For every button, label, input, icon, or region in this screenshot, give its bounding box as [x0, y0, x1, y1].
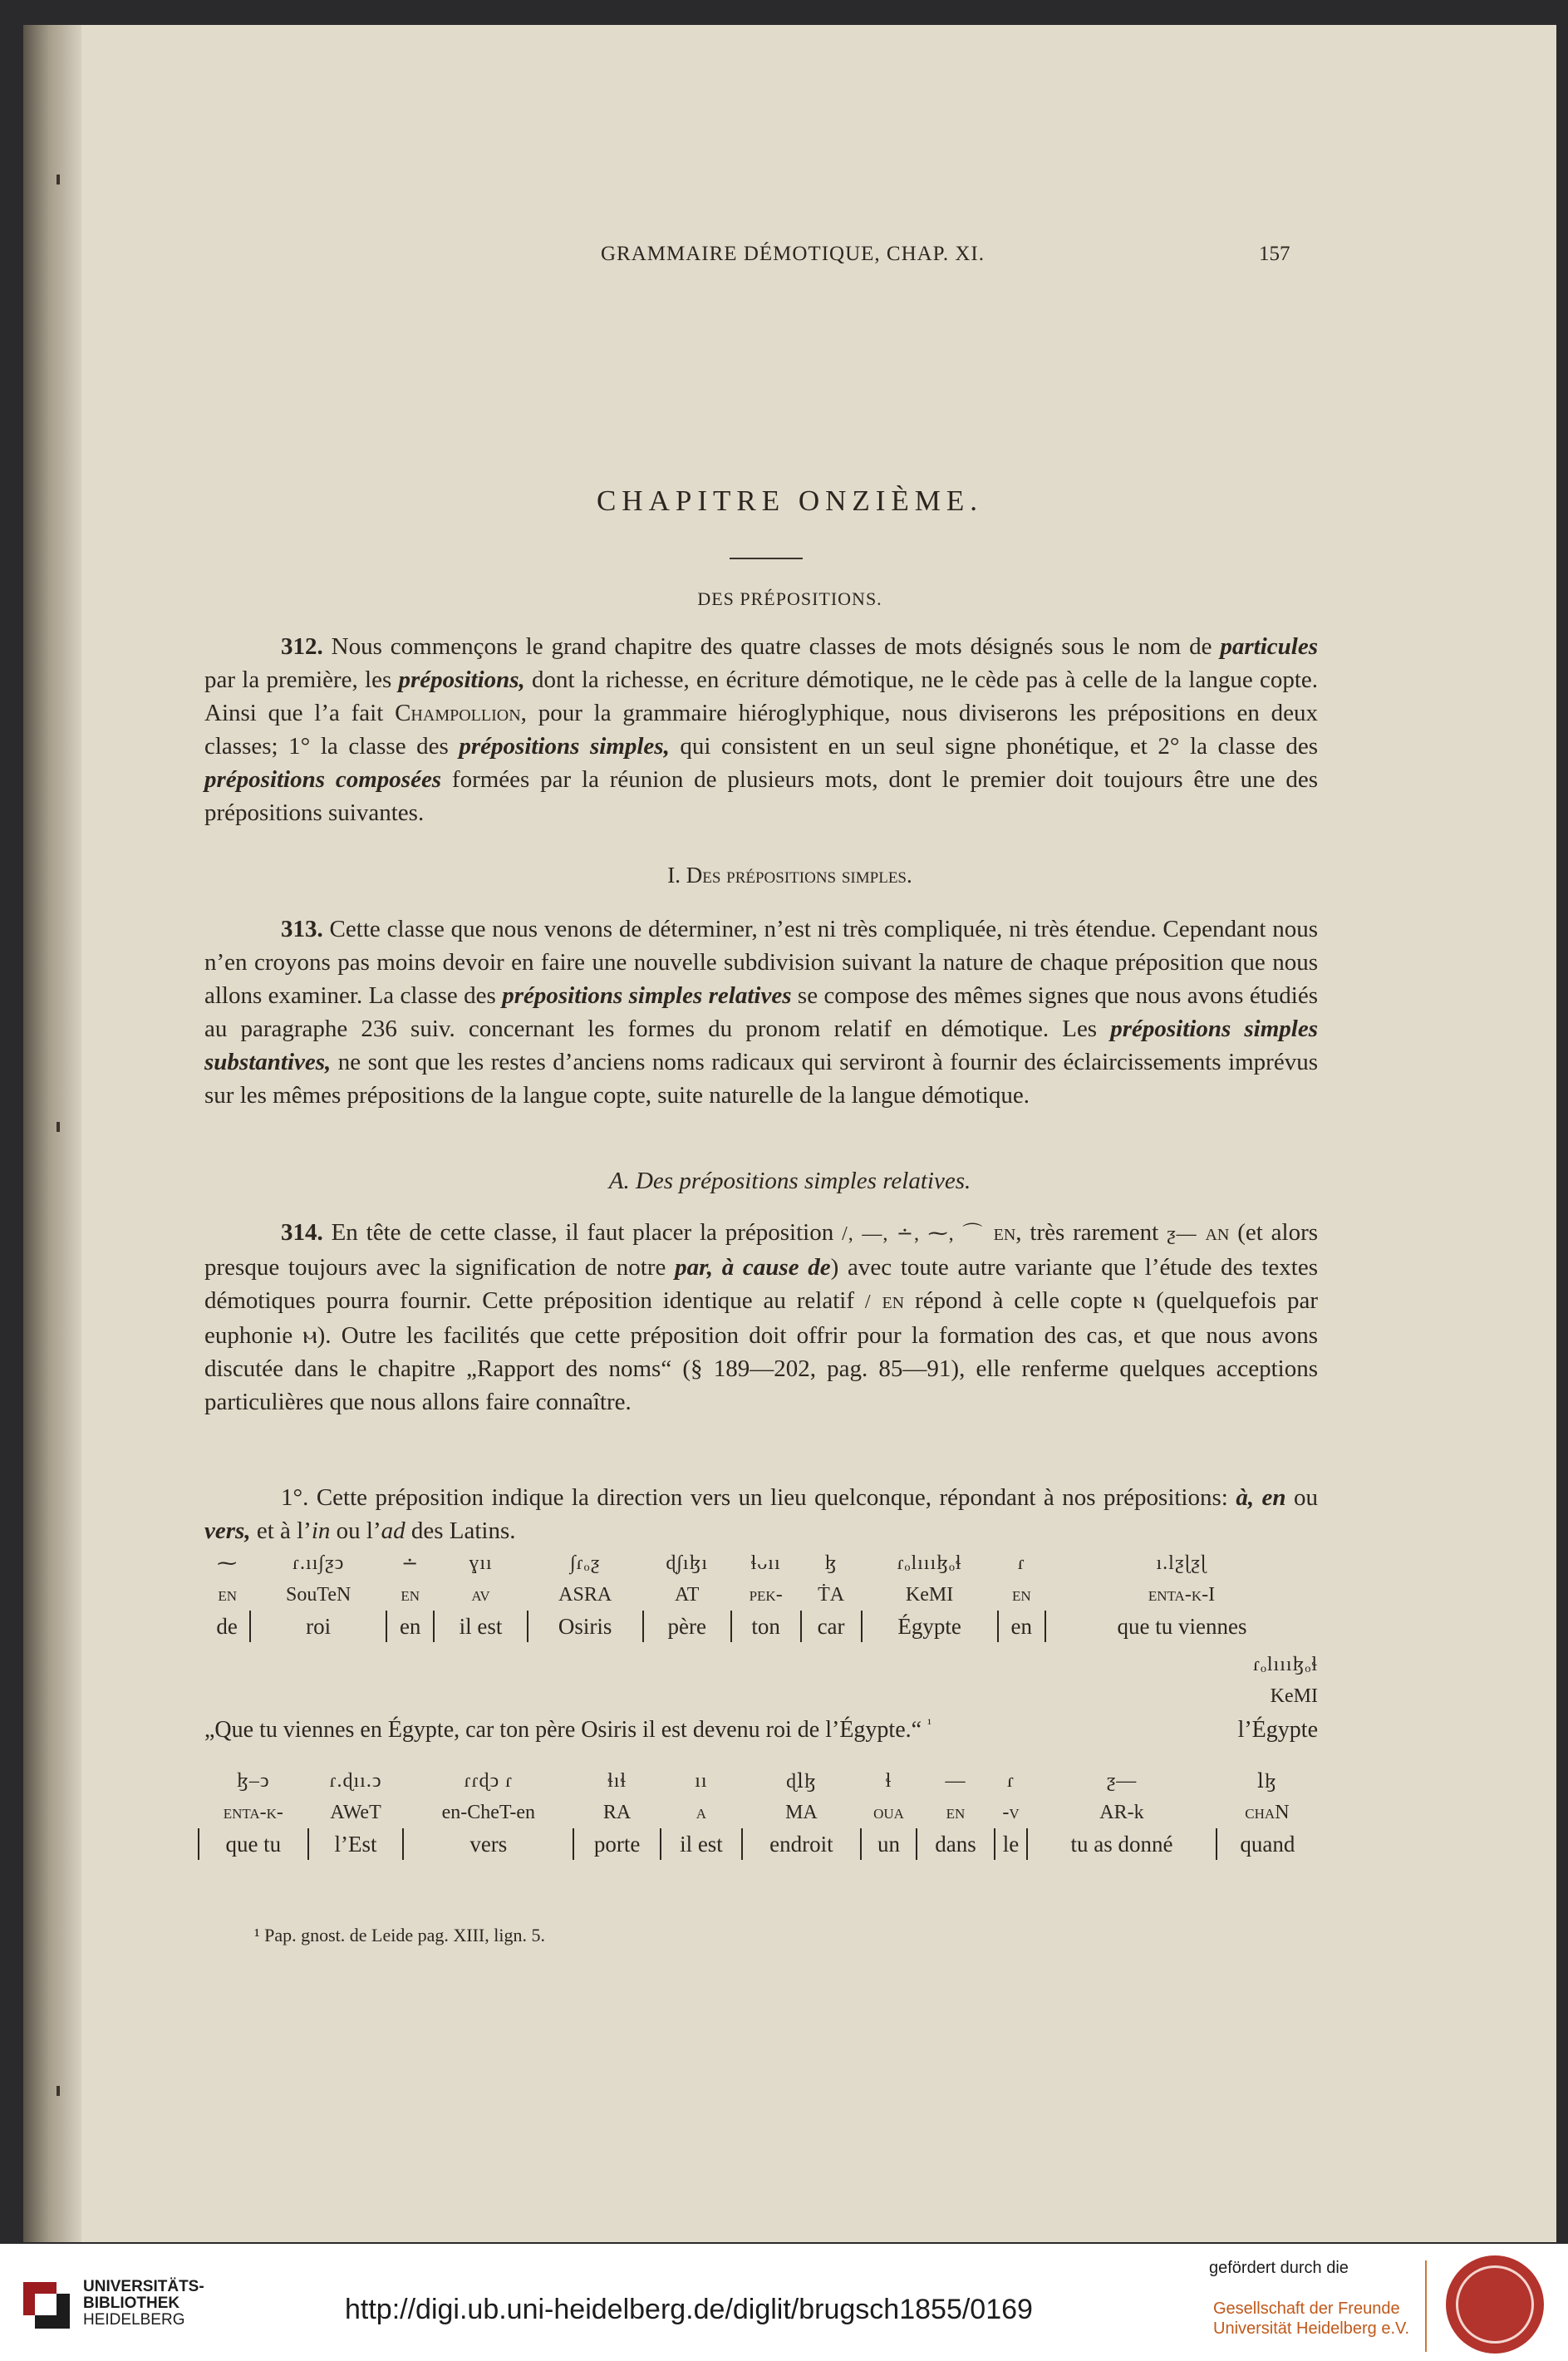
gloss-word: le	[995, 1828, 1027, 1860]
gloss-word: que tu viennes	[1045, 1611, 1318, 1642]
demotic-glyphs: /	[864, 1291, 872, 1313]
transliteration: chaN	[1245, 1801, 1290, 1823]
demotic-glyph: ɣıı	[469, 1552, 493, 1574]
demotic-glyph: ɾ	[1017, 1552, 1025, 1574]
italic-run: prépositions simples,	[459, 733, 670, 760]
gloss-word: porte	[573, 1828, 661, 1860]
text-run: Cette préposition indique la direction vers un lieu quelconque, répondant à nos prépositions:	[308, 1484, 1236, 1511]
demotic-glyph: ∫ɾₒƺ	[570, 1552, 601, 1574]
small-caps-run: en,	[985, 1219, 1022, 1246]
library-name-line: HEIDELBERG	[83, 2311, 185, 2329]
permalink-url[interactable]: http://digi.ub.uni-heidelberg.de/diglit/brugsch1855/0169	[345, 2294, 1033, 2325]
text-run: très rarement	[1021, 1219, 1167, 1246]
transliteration: en	[401, 1583, 420, 1606]
demotic-glyph: ɾ	[1006, 1769, 1015, 1792]
demotic-glyph: ɬᴗıı	[750, 1552, 781, 1574]
text-run: par la première, les	[204, 666, 399, 693]
transliteration: oua	[873, 1801, 904, 1823]
title-rule	[730, 558, 803, 559]
gloss-word: de	[216, 1613, 238, 1639]
demotic-glyph: ɖ∫ıɮı	[666, 1552, 709, 1574]
text-run: (et alors presque toujours avec la signification de notre	[204, 1219, 1319, 1281]
transliteration: MA	[785, 1801, 818, 1823]
transliteration: RA	[602, 1801, 632, 1823]
paragraph-number: 1°.	[281, 1484, 309, 1511]
demotic-glyph: ɾₒlıııɮₒɬ	[897, 1552, 962, 1574]
demotic-glyph: ıı	[695, 1769, 708, 1792]
transliteration: SouTeN	[285, 1583, 351, 1606]
glyph-row	[204, 1547, 1318, 1579]
gloss-word: l’Est	[308, 1828, 404, 1860]
page-gutter	[23, 25, 81, 2242]
demotic-glyph: ⅼɮ	[1257, 1770, 1277, 1793]
demotic-glyph: ɾ.ıı∫ƺↄ	[292, 1552, 345, 1574]
gloss-word: en	[386, 1611, 434, 1642]
transliteration: pek-	[749, 1583, 783, 1606]
transliteration: -v	[1002, 1801, 1020, 1823]
text-run: ) avec toute autre variante que l’étude des textes démotiques pourra fournir. Cette préposition identique au relatif	[204, 1254, 1319, 1314]
demotic-glyph: ∸	[401, 1552, 420, 1575]
transliteration: AWeT	[330, 1801, 381, 1823]
text-run: dont la richesse, en écriture démotique, ne le cède pas à celle de la langue copte. Ainsi que l’a fait	[204, 666, 1318, 726]
gloss-word: quand	[1217, 1828, 1318, 1860]
paragraph-312	[204, 630, 1318, 829]
gloss-word: père	[643, 1611, 731, 1642]
transliteration: enta-k-I	[1148, 1583, 1216, 1606]
transliteration: en	[218, 1583, 237, 1606]
gloss-word: en	[998, 1611, 1045, 1642]
transliteration: en	[946, 1801, 966, 1823]
gloss-word: ton	[731, 1611, 801, 1642]
transliteration: AR-k	[1099, 1801, 1144, 1823]
page-number: 157	[1259, 243, 1290, 265]
text-run: formées par la réunion de plusieurs mots, dont le premier doit toujours être une des prépositions suivantes.	[204, 766, 1318, 826]
demotic-glyph: ƺ—	[1106, 1769, 1138, 1792]
demotic-glyph: ɮ	[824, 1552, 838, 1574]
small-caps-name: Champollion	[395, 700, 521, 726]
text-run: En tête de cette classe, il faut placer la préposition	[322, 1219, 843, 1246]
transliteration: en	[1011, 1583, 1031, 1606]
subsection-title-a: A. Des prépositions simples relatives.	[608, 1168, 971, 1194]
sponsor-name-line: Gesellschaft der Freunde	[1213, 2300, 1400, 2318]
demotic-glyph: ɖⅼɮ	[786, 1770, 817, 1793]
sponsor-name	[1213, 2299, 1409, 2339]
demotic-glyph: —	[945, 1769, 966, 1792]
gloss-word: il est	[661, 1828, 742, 1860]
text-run: ou	[1285, 1484, 1319, 1511]
transliteration: a	[696, 1801, 707, 1823]
italic-run: prépositions simples relatives	[502, 982, 792, 1009]
transliteration: ASRA	[558, 1583, 612, 1606]
university-library-logo-icon	[23, 2282, 70, 2329]
italic-run: particules	[1220, 633, 1318, 660]
gloss-word: car	[801, 1611, 862, 1642]
glyph-row	[199, 1765, 1318, 1797]
text-run: répond à celle copte ⲛ (quelquefois par euphonie ⲙ). Outre les facilités que cette préposition doit offrir pour la formation des cas, et que nous avons discutée dans le chapitre „Rapport des noms“ (§ 189—202, pag. 85—91), elle renferme quelques acceptions particulières que nous allons faire connaître.	[204, 1287, 1318, 1415]
sponsor-caption: gefördert durch die	[1209, 2259, 1349, 2277]
paragraph-number: 312.	[281, 633, 323, 660]
transliteration-row	[204, 1579, 1318, 1611]
transliteration: KeMI	[905, 1583, 954, 1606]
demotic-glyph: ɾɾɖↄ ɾ	[464, 1769, 514, 1792]
example-1-continuation-translit: KeMI	[1270, 1685, 1318, 1707]
demotic-glyphs: ƺ—	[1166, 1223, 1197, 1245]
gloss-word: roi	[250, 1611, 386, 1642]
paragraph-number: 314.	[281, 1219, 323, 1246]
spine-marks	[57, 25, 61, 2242]
example-1-interlinear	[204, 1547, 1318, 1642]
transliteration: en-CheT-en	[441, 1801, 535, 1823]
text-run: Nous commençons le grand chapitre des quatre classes de mots désignés sous le nom de	[322, 633, 1221, 660]
demotic-glyph: ɮ–ↄ	[237, 1769, 270, 1792]
sponsor-name-line: Universität Heidelberg e.V.	[1213, 2319, 1410, 2338]
gloss-word: il est	[434, 1611, 527, 1642]
footnote: ¹ Pap. gnost. de Leide pag. XIII, lign. 5.	[254, 1925, 545, 1945]
italic-run: prépositions composées	[204, 766, 442, 793]
demotic-glyph: ɬ	[885, 1769, 892, 1792]
library-name-line: BIBLIOTHEK	[83, 2295, 180, 2312]
text-run: des Latins.	[405, 1517, 516, 1544]
gloss-word: Égypte	[862, 1611, 998, 1642]
demotic-glyph: ı.lƺɭƺɭ	[1156, 1552, 1207, 1574]
section-title: DES PRÉPOSITIONS.	[697, 588, 882, 609]
demotic-glyph: ɾ.ɖıı.ↄ	[329, 1769, 382, 1792]
library-name-line: UNIVERSITÄTS-	[83, 2278, 204, 2295]
text-run: Cette classe que nous venons de déterminer, n’est ni très compliquée, ni très étendue. Cependant nous n’en croyons pas moins devoir en faire une nouvelle subdivision suivant la nature de chaque préposition que nous allons examiner. La classe des	[204, 916, 1318, 1009]
transliteration: ṪA	[818, 1583, 845, 1606]
italic-run: vers,	[204, 1517, 251, 1544]
paragraph-number: 313.	[281, 916, 323, 942]
small-caps-run: en	[871, 1287, 905, 1314]
small-caps-run: an	[1197, 1219, 1230, 1246]
transliteration: enta-k-	[223, 1801, 283, 1823]
example-1-translation-line	[204, 1717, 1318, 1744]
subsection-title: I. Des prépositions simples.	[667, 863, 912, 888]
library-name	[83, 2279, 204, 2329]
text-run: ou l’	[330, 1517, 381, 1544]
italic-run: par, à cause de	[675, 1254, 831, 1281]
example-1-continuation-gloss: l’Égypte	[1237, 1717, 1318, 1743]
chapter-title: CHAPITRE ONZIÈME.	[596, 484, 984, 517]
text-run: et à l’	[250, 1517, 312, 1544]
text-run: se compose des mêmes signes que nous avons étudiés au paragraphe 236 suiv. concernant les formes du pronom relatif en démotique. Les	[204, 982, 1318, 1042]
example-1-translation: „Que tu viennes en Égypte, car ton père Osiris il est devenu roi de l’Égypte.“	[204, 1717, 922, 1743]
paragraph-1	[204, 1481, 1318, 1547]
italic-run: in	[311, 1517, 331, 1544]
gloss-word: endroit	[742, 1828, 861, 1860]
viewer-footer	[0, 2244, 1568, 2361]
book-page	[23, 25, 1556, 2242]
gloss-word: un	[861, 1828, 917, 1860]
gloss-word: dans	[917, 1828, 995, 1860]
gloss-word: Osiris	[528, 1611, 643, 1642]
italic-run: prépositions simples substantives,	[204, 1016, 1318, 1075]
gloss-word: tu as donné	[1027, 1828, 1217, 1860]
example-1-continuation-glyph: ɾₒlıııɮₒɬ	[1252, 1654, 1318, 1675]
demotic-glyph: ɬıɬ	[607, 1769, 627, 1792]
gloss-word: que tu	[199, 1828, 308, 1860]
text-run: , pour la grammaire hiéroglyphique, nous diviserons les prépositions en deux classes; 1° la classe des	[204, 700, 1318, 760]
transliteration-row	[199, 1797, 1318, 1828]
text-run: ne sont que les restes d’anciens noms radicaux qui serviront à fournir des éclaircissements imprévus sur les mêmes prépositions de la langue copte, suite naturelle de la langue démotique.	[204, 1049, 1318, 1109]
italic-run: ad	[381, 1517, 406, 1544]
paragraph-314	[204, 1216, 1318, 1419]
example-2-interlinear	[198, 1765, 1318, 1860]
paragraph-313	[204, 912, 1318, 1112]
footnote-marker: ¹	[927, 1717, 931, 1732]
university-seal-icon	[1446, 2255, 1544, 2354]
demotic-glyph: ⁓	[217, 1552, 238, 1575]
gloss-row	[199, 1828, 1318, 1860]
footer-divider	[1425, 2260, 1427, 2352]
gloss-row	[204, 1611, 1318, 1642]
demotic-glyphs: /, —, ∸, ⁓, ⌒	[842, 1223, 986, 1245]
italic-run: à, en	[1236, 1484, 1286, 1511]
seal-ring	[1456, 2265, 1534, 2344]
transliteration: av	[471, 1583, 490, 1606]
italic-run: prépositions,	[398, 666, 525, 693]
transliteration: AT	[675, 1583, 700, 1606]
running-title: GRAMMAIRE DÉMOTIQUE, CHAP. XI.	[601, 243, 985, 265]
gloss-word: vers	[403, 1828, 573, 1860]
text-run: qui consistent en un seul signe phonétique, et 2° la classe des	[669, 733, 1318, 760]
